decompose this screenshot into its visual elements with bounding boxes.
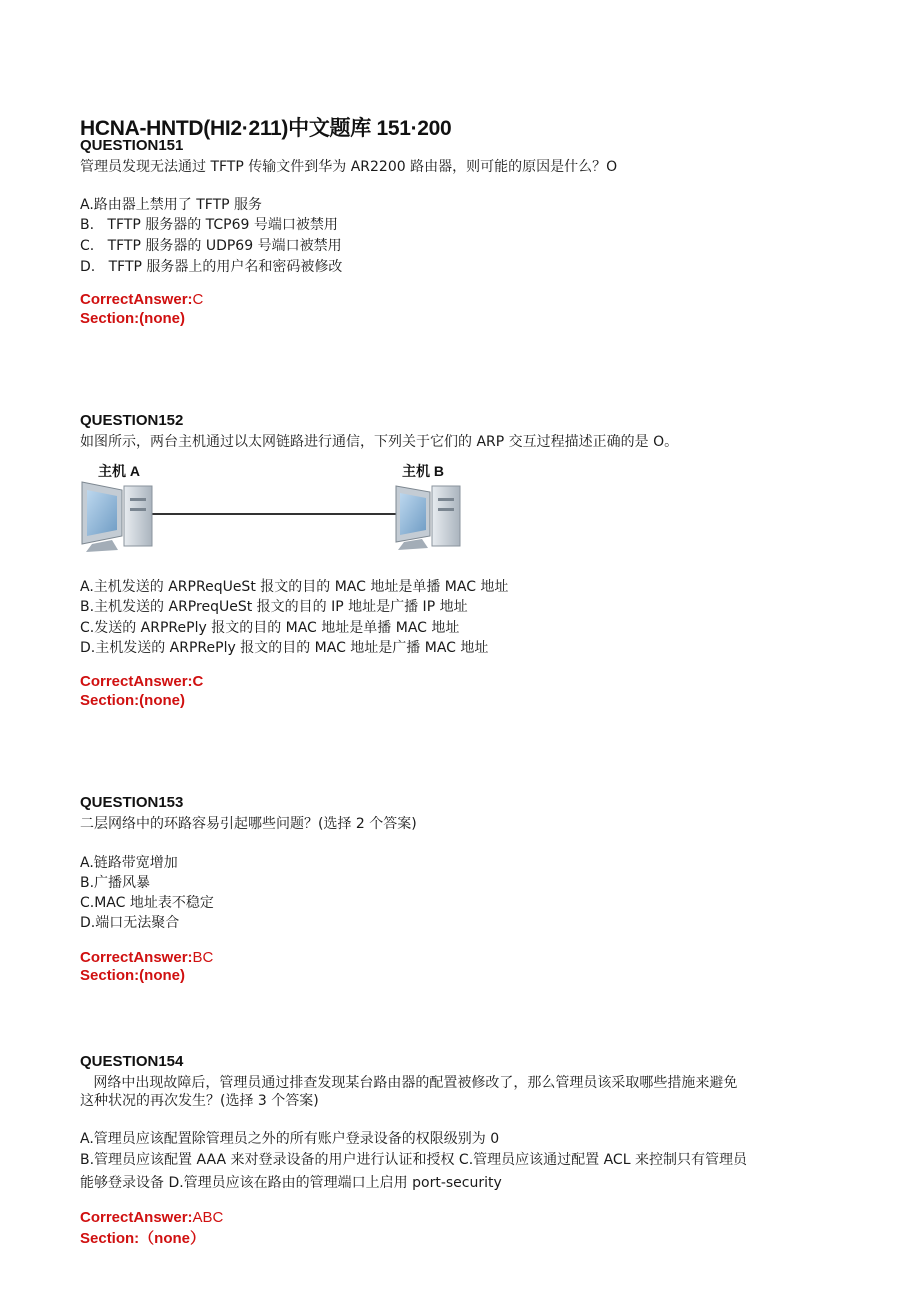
- question-151-option-a: A.路由器上禁用了 TFTP 服务: [80, 197, 263, 213]
- question-152-option-b: B.主机发送的 ARPreqUeSt 报文的目的 IP 地址是广播 IP 地址: [80, 599, 468, 615]
- question-151-answer: CorrectAnswer:C: [80, 291, 204, 308]
- question-152-option-a: A.主机发送的 ARPReqUeSt 报文的目的 MAC 地址是单播 MAC 地址: [80, 579, 509, 595]
- question-151-option-c: C. TFTP 服务器的 UDP69 号端口被禁用: [80, 238, 342, 254]
- question-152-section: Section:(none): [80, 692, 185, 709]
- question-151-stem: 管理员发现无法通过 TFTP 传输文件到华为 AR2200 路由器，则可能的原因是什么？O: [80, 159, 618, 175]
- host-a-computer-icon: [82, 482, 152, 552]
- question-154-stem-line-1: 网络中出现故障后，管理员通过排查发现某台路由器的配置被修改了，那么管理员该采取哪些措施来避免: [80, 1075, 738, 1091]
- question-154-section: Section:（none）: [80, 1230, 206, 1247]
- question-153-option-d: D.端口无法聚合: [80, 915, 180, 931]
- question-154-option-b-c: B.管理员应该配置 AAA 来对登录设备的用户进行认证和授权 C.管理员应该通过配置 ACL 来控制只有管理员: [80, 1152, 747, 1168]
- question-153-option-b: B.广播风暴: [80, 875, 151, 891]
- host-b-computer-icon: [396, 486, 460, 550]
- question-154-answer: CorrectAnswer:ABC: [80, 1209, 224, 1226]
- question-154-option-a: A.管理员应该配置除管理员之外的所有账户登录设备的权限级别为 0: [80, 1131, 500, 1147]
- question-152-answer: CorrectAnswer:C: [80, 673, 204, 690]
- question-154-option-c-d: 能够登录设备 D.管理员应该在路由的管理端口上启用 port-security: [80, 1175, 502, 1191]
- question-151-heading: QUESTION151: [80, 137, 184, 154]
- question-153-heading: QUESTION153: [80, 794, 184, 811]
- question-151-option-b: B. TFTP 服务器的 TCP69 号端口被禁用: [80, 217, 338, 233]
- question-153-option-c: C.MAC 地址表不稳定: [80, 895, 214, 911]
- question-154-stem-line-2: 这种状况的再次发生？(选择 3 个答案): [80, 1093, 319, 1109]
- host-a-label: 主机 A: [98, 463, 140, 479]
- question-153-section: Section:(none): [80, 967, 185, 984]
- question-152-option-d: D.主机发送的 ARPRePly 报文的目的 MAC 地址是广播 MAC 地址: [80, 640, 489, 656]
- question-151-section: Section:(none): [80, 310, 185, 327]
- network-diagram: [78, 478, 468, 556]
- question-152-heading: QUESTION152: [80, 412, 184, 429]
- host-b-label: 主机 B: [402, 463, 444, 479]
- question-151-option-d: D. TFTP 服务器上的用户名和密码被修改: [80, 259, 343, 275]
- question-153-answer: CorrectAnswer:BC: [80, 949, 214, 966]
- question-153-option-a: A.链路带宽增加: [80, 855, 178, 871]
- question-154-heading: QUESTION154: [80, 1053, 184, 1070]
- document-title: HCNA-HNTD(HI2·211)中文题库 151·200: [80, 117, 452, 140]
- question-153-stem: 二层网络中的环路容易引起哪些问题？(选择 2 个答案): [80, 816, 417, 832]
- question-152-option-c: C.发送的 ARPRePly 报文的目的 MAC 地址是单播 MAC 地址: [80, 620, 460, 636]
- question-152-stem: 如图所示，两台主机通过以太网链路进行通信，下列关于它们的 ARP 交互过程描述正确的是 O。: [80, 434, 679, 450]
